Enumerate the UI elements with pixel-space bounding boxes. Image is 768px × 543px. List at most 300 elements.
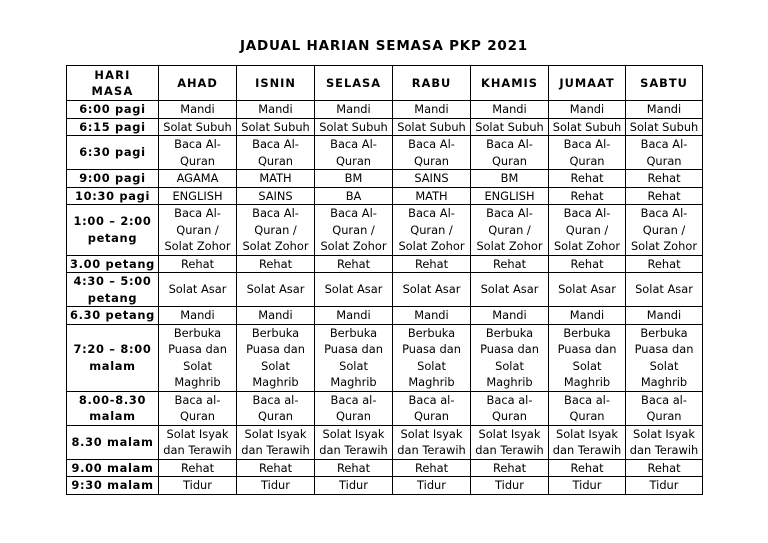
activity-line: Solat Subuh bbox=[241, 119, 310, 134]
activity-line: Tidur bbox=[183, 478, 212, 492]
activity-line: Rehat bbox=[336, 256, 371, 271]
activity-cell bbox=[237, 425, 315, 459]
activity-line: Mandi bbox=[414, 102, 449, 116]
activity-cell bbox=[549, 307, 626, 325]
corner-header bbox=[67, 66, 159, 101]
activity-line: Mandi bbox=[258, 308, 293, 322]
activity-line: Baca Al- bbox=[408, 137, 455, 151]
activity-line: Quran bbox=[179, 153, 216, 168]
activity-cell bbox=[471, 101, 549, 119]
activity-line: Solat Zohor bbox=[164, 239, 231, 253]
time-line: 6:15 pagi bbox=[79, 119, 146, 134]
activity-line: Quran bbox=[335, 409, 372, 423]
activity-line: Berbuka bbox=[485, 325, 534, 340]
activity-line: Solat Asar bbox=[402, 282, 461, 297]
activity-cell bbox=[237, 459, 315, 477]
activity-cell bbox=[393, 187, 471, 205]
time-line: malam bbox=[89, 358, 136, 373]
activity-line: Quran bbox=[569, 409, 605, 423]
activity-cell bbox=[315, 459, 393, 477]
activity-line: Solat Subuh bbox=[319, 119, 388, 134]
activity-line: Solat Zohor bbox=[476, 239, 543, 253]
activity-line: Berbuka bbox=[329, 325, 378, 340]
activity-line: Solat Asar bbox=[324, 282, 383, 297]
activity-cell bbox=[237, 391, 315, 425]
activity-line: Rehat bbox=[570, 256, 604, 271]
time-line: 1:00 – 2:00 bbox=[73, 214, 152, 229]
activity-line: Baca al- bbox=[174, 392, 221, 407]
table-row bbox=[67, 187, 703, 205]
day-header: JUMAAT bbox=[549, 66, 626, 101]
activity-cell bbox=[159, 273, 237, 307]
activity-line: Mandi bbox=[569, 102, 605, 116]
activity-cell bbox=[237, 477, 315, 495]
time-cell bbox=[67, 459, 159, 477]
activity-line: Solat Isyak bbox=[400, 426, 463, 441]
day-header: SABTU bbox=[626, 66, 703, 101]
activity-line: Puasa dan bbox=[168, 342, 227, 356]
activity-line: Rehat bbox=[570, 171, 604, 185]
activity-line: Solat Asar bbox=[246, 282, 305, 297]
activity-line: SAINS bbox=[414, 171, 449, 185]
activity-cell bbox=[393, 391, 471, 425]
activity-cell bbox=[393, 255, 471, 273]
activity-line: Rehat bbox=[647, 171, 681, 185]
activity-cell bbox=[549, 170, 626, 188]
activity-cell bbox=[549, 324, 626, 391]
activity-line: ENGLISH bbox=[484, 188, 535, 203]
activity-line: Baca Al- bbox=[174, 206, 221, 220]
activity-cell bbox=[626, 307, 703, 325]
activity-line: Solat Isyak bbox=[166, 426, 229, 441]
activity-line: Baca al- bbox=[564, 392, 610, 407]
activity-line: SAINS bbox=[258, 188, 293, 203]
activity-cell bbox=[471, 391, 549, 425]
activity-cell bbox=[549, 459, 626, 477]
activity-line: Solat bbox=[417, 358, 446, 373]
activity-cell bbox=[159, 101, 237, 119]
activity-line: Solat Asar bbox=[558, 282, 616, 297]
activity-line: Mandi bbox=[492, 102, 527, 116]
activity-cell bbox=[393, 205, 471, 256]
activity-line: Solat Asar bbox=[480, 282, 539, 297]
activity-cell bbox=[315, 477, 393, 495]
activity-cell bbox=[315, 324, 393, 391]
activity-line: dan Terawih bbox=[319, 443, 388, 457]
activity-line: Maghrib bbox=[408, 375, 455, 389]
activity-cell bbox=[159, 255, 237, 273]
activity-line: Quran / bbox=[254, 222, 297, 237]
activity-line: dan Terawih bbox=[163, 443, 232, 457]
activity-line: Solat Zohor bbox=[320, 239, 387, 253]
time-line: 10:30 pagi bbox=[74, 188, 151, 203]
activity-line: Rehat bbox=[258, 256, 293, 271]
activity-line: Rehat bbox=[647, 256, 681, 271]
day-header: SELASA bbox=[315, 66, 393, 101]
time-line: 7:20 – 8:00 bbox=[73, 342, 152, 356]
activity-line: Mandi bbox=[336, 308, 371, 322]
activity-line: Puasa dan bbox=[557, 342, 617, 356]
activity-line: Rehat bbox=[414, 460, 449, 475]
activity-line: Berbuka bbox=[251, 325, 300, 340]
activity-cell bbox=[159, 324, 237, 391]
time-line: petang bbox=[87, 290, 138, 305]
table-row bbox=[67, 170, 703, 188]
header-row bbox=[67, 66, 703, 101]
activity-line: Quran / bbox=[488, 222, 531, 237]
activity-cell bbox=[237, 205, 315, 256]
activity-cell bbox=[315, 391, 393, 425]
activity-cell bbox=[471, 187, 549, 205]
activity-line: Rehat bbox=[492, 256, 527, 271]
activity-cell bbox=[315, 255, 393, 273]
activity-cell bbox=[626, 391, 703, 425]
activity-line: Maghrib bbox=[174, 375, 221, 389]
time-cell bbox=[67, 205, 159, 256]
activity-line: Baca Al- bbox=[563, 137, 611, 151]
activity-line: Solat Subuh bbox=[629, 119, 699, 134]
activity-line: Puasa dan bbox=[324, 342, 383, 356]
time-line: 9:00 pagi bbox=[79, 171, 146, 185]
activity-cell bbox=[549, 255, 626, 273]
activity-line: dan Terawih bbox=[397, 443, 466, 457]
activity-line: dan Terawih bbox=[552, 443, 622, 457]
table-row bbox=[67, 273, 703, 307]
activity-line: Quran bbox=[179, 409, 216, 423]
activity-cell bbox=[237, 273, 315, 307]
activity-line: BM bbox=[500, 171, 519, 185]
activity-line: Tidur bbox=[417, 478, 446, 492]
time-cell bbox=[67, 273, 159, 307]
activity-line: Solat Isyak bbox=[555, 426, 619, 441]
activity-cell bbox=[159, 118, 237, 136]
time-line: malam bbox=[89, 409, 136, 423]
activity-line: Maghrib bbox=[330, 375, 377, 389]
activity-cell bbox=[315, 118, 393, 136]
activity-cell bbox=[549, 187, 626, 205]
activity-line: Quran bbox=[257, 153, 294, 168]
activity-line: Baca Al- bbox=[640, 206, 688, 220]
activity-line: Rehat bbox=[647, 188, 681, 203]
activity-line: Rehat bbox=[492, 460, 527, 475]
activity-cell bbox=[237, 324, 315, 391]
time-cell bbox=[67, 307, 159, 325]
day-header: KHAMIS bbox=[471, 66, 549, 101]
time-line: 4:30 – 5:00 bbox=[73, 274, 152, 288]
activity-cell bbox=[393, 273, 471, 307]
activity-line: Baca al- bbox=[330, 392, 377, 407]
activity-cell bbox=[159, 459, 237, 477]
activity-line: Rehat bbox=[570, 188, 604, 203]
time-line: 9.00 malam bbox=[71, 460, 154, 475]
time-line: 6:00 pagi bbox=[79, 102, 146, 116]
activity-line: Puasa dan bbox=[402, 342, 461, 356]
table-row bbox=[67, 477, 703, 495]
activity-cell bbox=[393, 307, 471, 325]
time-line: 6.30 petang bbox=[69, 308, 156, 322]
activity-line: Baca Al- bbox=[486, 137, 533, 151]
activity-line: Solat Isyak bbox=[632, 426, 696, 441]
activity-cell bbox=[315, 187, 393, 205]
activity-cell bbox=[626, 170, 703, 188]
activity-cell bbox=[471, 324, 549, 391]
corner-hari: HARI bbox=[94, 67, 131, 82]
table-row bbox=[67, 118, 703, 136]
time-line: 8.30 malam bbox=[71, 434, 154, 449]
activity-cell bbox=[549, 118, 626, 136]
activity-cell bbox=[393, 118, 471, 136]
activity-cell bbox=[393, 425, 471, 459]
activity-cell bbox=[237, 118, 315, 136]
activity-cell bbox=[626, 459, 703, 477]
activity-line: Solat Isyak bbox=[478, 426, 541, 441]
activity-line: Mandi bbox=[569, 308, 605, 322]
activity-line: Quran / bbox=[565, 222, 609, 237]
activity-line: Maghrib bbox=[563, 375, 611, 389]
activity-cell bbox=[315, 307, 393, 325]
activity-cell bbox=[159, 391, 237, 425]
activity-line: Solat bbox=[572, 358, 602, 373]
activity-line: Baca Al- bbox=[408, 206, 455, 220]
activity-line: AGAMA bbox=[176, 171, 219, 185]
time-cell bbox=[67, 187, 159, 205]
activity-cell bbox=[159, 307, 237, 325]
activity-line: Tidur bbox=[261, 478, 290, 492]
activity-cell bbox=[549, 477, 626, 495]
activity-cell bbox=[315, 425, 393, 459]
activity-line: Quran / bbox=[176, 222, 219, 237]
activity-line: Puasa dan bbox=[246, 342, 305, 356]
activity-line: Rehat bbox=[258, 460, 293, 475]
activity-cell bbox=[315, 101, 393, 119]
activity-line: Solat Subuh bbox=[552, 119, 622, 134]
activity-line: Mandi bbox=[492, 308, 527, 322]
activity-line: Baca al- bbox=[408, 392, 455, 407]
activity-line: Solat bbox=[649, 358, 679, 373]
activity-line: Solat Zohor bbox=[242, 239, 309, 253]
activity-line: Solat Subuh bbox=[475, 119, 544, 134]
activity-line: Baca Al- bbox=[563, 206, 611, 220]
time-cell bbox=[67, 136, 159, 170]
day-header: ISNIN bbox=[237, 66, 315, 101]
activity-line: dan Terawih bbox=[475, 443, 544, 457]
activity-line: Baca Al- bbox=[640, 137, 688, 151]
activity-line: Solat bbox=[261, 358, 290, 373]
activity-line: Solat Subuh bbox=[397, 119, 466, 134]
time-line: 9:30 malam bbox=[71, 478, 154, 492]
activity-cell bbox=[471, 477, 549, 495]
activity-line: Tidur bbox=[339, 478, 368, 492]
activity-cell bbox=[549, 205, 626, 256]
activity-line: Baca Al- bbox=[330, 137, 377, 151]
table-row bbox=[67, 205, 703, 256]
time-line: 3.00 petang bbox=[69, 256, 156, 271]
activity-cell bbox=[315, 273, 393, 307]
time-cell bbox=[67, 101, 159, 119]
activity-line: Quran bbox=[646, 153, 682, 168]
activity-cell bbox=[626, 273, 703, 307]
activity-cell bbox=[471, 273, 549, 307]
activity-line: Mandi bbox=[646, 102, 682, 116]
table-row bbox=[67, 101, 703, 119]
activity-line: Tidur bbox=[649, 478, 679, 492]
schedule-table bbox=[66, 65, 703, 495]
activity-cell bbox=[471, 425, 549, 459]
activity-cell bbox=[237, 101, 315, 119]
activity-cell bbox=[626, 101, 703, 119]
activity-line: Maghrib bbox=[640, 375, 688, 389]
day-header: RABU bbox=[393, 66, 471, 101]
activity-cell bbox=[237, 255, 315, 273]
activity-cell bbox=[159, 205, 237, 256]
activity-line: Quran / bbox=[332, 222, 375, 237]
activity-cell bbox=[393, 136, 471, 170]
activity-line: Solat Isyak bbox=[244, 426, 307, 441]
corner-masa: MASA bbox=[91, 84, 134, 98]
activity-cell bbox=[393, 324, 471, 391]
activity-line: Mandi bbox=[258, 102, 293, 116]
activity-line: Baca al- bbox=[641, 392, 687, 407]
table-row bbox=[67, 459, 703, 477]
time-cell bbox=[67, 170, 159, 188]
activity-line: Mandi bbox=[414, 308, 449, 322]
activity-cell bbox=[471, 205, 549, 256]
activity-cell bbox=[471, 170, 549, 188]
table-row bbox=[67, 324, 703, 391]
time-line: petang bbox=[87, 230, 138, 245]
activity-line: Baca al- bbox=[486, 392, 533, 407]
activity-cell bbox=[626, 477, 703, 495]
activity-line: Puasa dan bbox=[634, 342, 694, 356]
activity-line: Rehat bbox=[180, 256, 215, 271]
activity-line: Maghrib bbox=[252, 375, 299, 389]
activity-cell bbox=[471, 136, 549, 170]
activity-line: Solat Zohor bbox=[398, 239, 465, 253]
activity-line: Solat Isyak bbox=[322, 426, 385, 441]
day-header: AHAD bbox=[159, 66, 237, 101]
activity-line: Baca Al- bbox=[252, 206, 299, 220]
activity-cell bbox=[626, 187, 703, 205]
activity-line: Solat Zohor bbox=[553, 239, 621, 253]
activity-cell bbox=[393, 170, 471, 188]
activity-cell bbox=[237, 187, 315, 205]
activity-line: BM bbox=[344, 171, 363, 185]
activity-line: Quran bbox=[413, 409, 450, 423]
activity-cell bbox=[549, 273, 626, 307]
activity-line: Solat Asar bbox=[168, 282, 227, 297]
activity-cell bbox=[626, 136, 703, 170]
activity-line: ENGLISH bbox=[172, 188, 223, 203]
time-cell bbox=[67, 324, 159, 391]
activity-cell bbox=[159, 477, 237, 495]
activity-line: Tidur bbox=[572, 478, 602, 492]
activity-cell bbox=[393, 101, 471, 119]
activity-line: Puasa dan bbox=[480, 342, 539, 356]
activity-line: Quran bbox=[491, 409, 528, 423]
activity-cell bbox=[626, 255, 703, 273]
activity-cell bbox=[626, 324, 703, 391]
activity-line: Baca Al- bbox=[330, 206, 377, 220]
activity-line: dan Terawih bbox=[629, 443, 699, 457]
activity-line: Solat bbox=[183, 358, 212, 373]
time-line: 6:30 pagi bbox=[79, 145, 146, 160]
activity-line: Berbuka bbox=[407, 325, 456, 340]
activity-line: Solat bbox=[495, 358, 524, 373]
activity-cell bbox=[626, 118, 703, 136]
activity-cell bbox=[159, 425, 237, 459]
activity-line: Solat Asar bbox=[635, 282, 693, 297]
activity-line: Quran / bbox=[642, 222, 686, 237]
activity-cell bbox=[626, 425, 703, 459]
activity-cell bbox=[237, 307, 315, 325]
activity-cell bbox=[626, 205, 703, 256]
time-line: 8.00-8.30 bbox=[78, 392, 147, 407]
activity-cell bbox=[315, 136, 393, 170]
activity-line: Berbuka bbox=[640, 325, 688, 340]
activity-line: Quran bbox=[413, 153, 450, 168]
table-row bbox=[67, 136, 703, 170]
activity-line: Rehat bbox=[647, 460, 681, 475]
activity-cell bbox=[393, 477, 471, 495]
activity-line: Mandi bbox=[646, 308, 682, 322]
activity-cell bbox=[315, 205, 393, 256]
activity-line: Maghrib bbox=[486, 375, 533, 389]
activity-line: Mandi bbox=[336, 102, 371, 116]
activity-cell bbox=[237, 170, 315, 188]
activity-cell bbox=[549, 101, 626, 119]
activity-line: Baca Al- bbox=[486, 206, 533, 220]
activity-cell bbox=[315, 170, 393, 188]
activity-line: Rehat bbox=[336, 460, 371, 475]
time-cell bbox=[67, 477, 159, 495]
activity-line: MATH bbox=[415, 188, 448, 203]
time-cell bbox=[67, 255, 159, 273]
activity-line: Quran bbox=[335, 153, 372, 168]
activity-line: BA bbox=[345, 188, 362, 203]
activity-line: Baca Al- bbox=[174, 137, 221, 151]
activity-cell bbox=[471, 459, 549, 477]
activity-line: Mandi bbox=[180, 102, 215, 116]
activity-line: MATH bbox=[259, 171, 292, 185]
time-cell bbox=[67, 118, 159, 136]
time-cell bbox=[67, 391, 159, 425]
activity-line: Quran bbox=[491, 153, 528, 168]
activity-line: Mandi bbox=[180, 308, 215, 322]
activity-line: Rehat bbox=[180, 460, 215, 475]
activity-line: Quran / bbox=[410, 222, 453, 237]
table-row bbox=[67, 307, 703, 325]
activity-line: Baca Al- bbox=[252, 137, 299, 151]
time-cell bbox=[67, 425, 159, 459]
activity-cell bbox=[471, 307, 549, 325]
activity-line: Berbuka bbox=[173, 325, 222, 340]
activity-line: Rehat bbox=[414, 256, 449, 271]
activity-cell bbox=[159, 136, 237, 170]
activity-cell bbox=[159, 170, 237, 188]
page-title: JADUAL HARIAN SEMASA PKP 2021 bbox=[239, 38, 528, 54]
table-row bbox=[67, 391, 703, 425]
activity-line: Berbuka bbox=[563, 325, 611, 340]
table-row bbox=[67, 425, 703, 459]
activity-cell bbox=[549, 391, 626, 425]
activity-cell bbox=[159, 187, 237, 205]
activity-cell bbox=[393, 459, 471, 477]
activity-cell bbox=[549, 136, 626, 170]
activity-cell bbox=[471, 118, 549, 136]
activity-line: Tidur bbox=[495, 478, 524, 492]
activity-line: dan Terawih bbox=[241, 443, 310, 457]
activity-line: Baca al- bbox=[252, 392, 299, 407]
